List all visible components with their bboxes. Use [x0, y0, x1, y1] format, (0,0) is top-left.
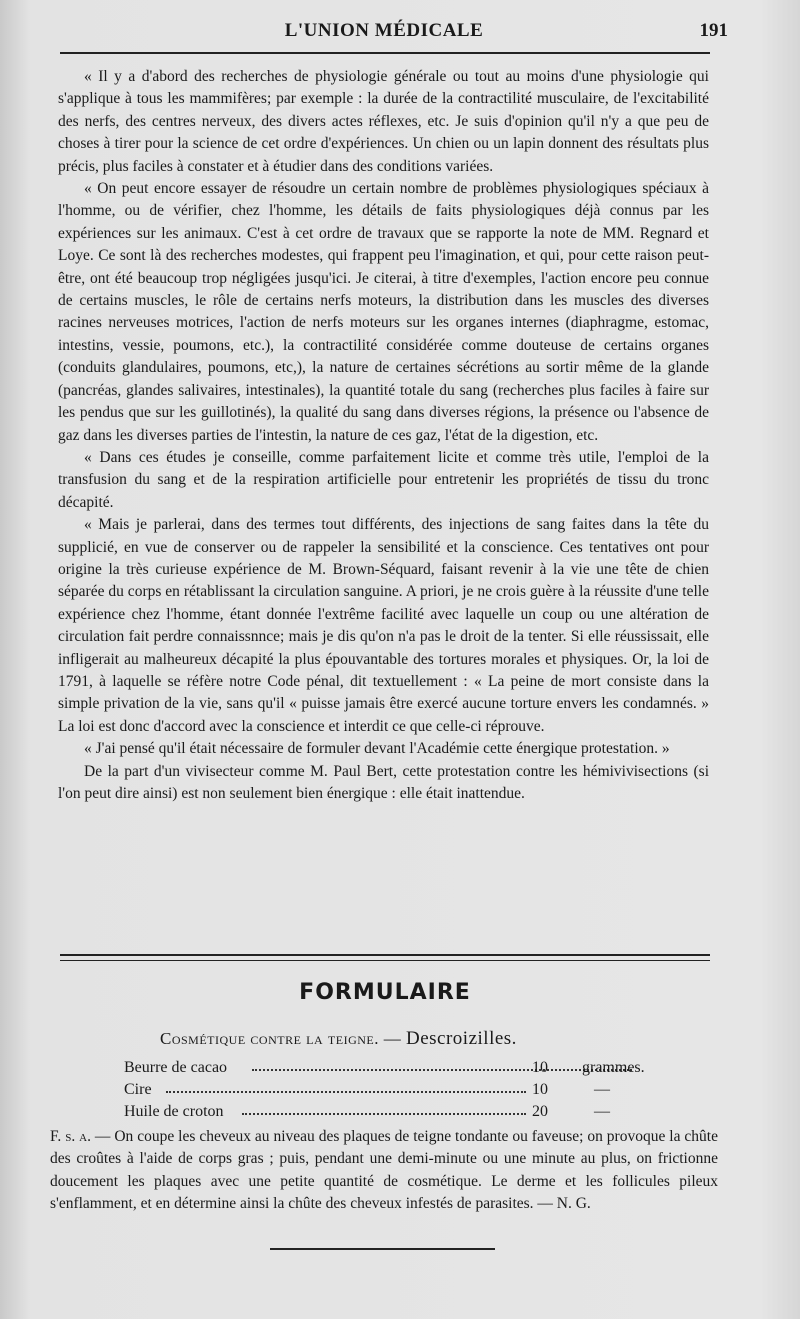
instructions-lead: F. s. a.: [50, 1128, 91, 1145]
ingredient-unit: —: [594, 1081, 610, 1098]
paragraph: « Il y a d'abord des recherches de physiologie générale ou tout au moins d'une physiologie qui s'applique à tous les mammifères; par exemple : la durée de la contractilité musculaire, de l'excitabilité des nerfs, des centres nerveux, des divers actes réflexes, etc. Je suis d'opinion qu'il n'y a que peu de choses à tirer pour la science de cet ordre d'expériences. Un chien ou un lapin donnent des résultats plus précis, plus faciles à constater et à étudier dans des conditions variées.: [58, 68, 709, 175]
paragraph: « Mais je parlerai, dans des termes tout différents, des injections de sang faites dans la tête du supplicié, en vue de conserver ou de rappeler la sensibilité et la conscience. Ces tentatives ont pour origine la très curieuse expérience de M. Brown-Séquard, faisant revenir à la vie une tête de chien séparée du corps en rétablissant la circulation sanguine. A priori, je ne crois guère à la réussite d'une telle expérience chez l'homme, étant donnée l'extrême facilité avec laquelle un coup ou une altération de circulation fait perdre connaissnnce; mais je dis qu'on n'a pas le droit de la tenter. Si elle réussissait, elle infligerait au malheureux décapité la plus épouvantable des tortures morales et physiques. Or, la loi de 1791, à laquelle se réfère notre Code pénal, dit textuellement : « La peine de mort consiste dans la simple privation de la vie, sans qu'il « puisse jamais être exercé aucune torture envers les condamnés. » La loi est donc d'accord avec la conscience et interdit ce que celle-ci réprouve.: [58, 516, 709, 735]
paragraph: « J'ai pensé qu'il était nécessaire de formuler devant l'Académie cette énergique protestation. »: [84, 740, 670, 758]
ingredient-list: [124, 1057, 684, 1123]
ingredient-unit: —: [594, 1103, 610, 1120]
ingredient-row: [124, 1057, 684, 1079]
ingredient-quantity: 10: [532, 1081, 548, 1098]
formula-instructions: [50, 1126, 718, 1216]
formula-author: Descroizilles.: [405, 1028, 517, 1049]
end-rule: [270, 1248, 495, 1250]
instructions-text: — On coupe les cheveux au niveau des plaques de teigne tondante ou faveuse; on provoque la chûte des croûtes à l'aide de corps gras ; puis, pendant une demi-minute ou une minute au plus, on frictionne doucement les plaques avec une petite quantité de cosmétique. Le derme et les follicules pileux s'enflamment, et en détermine ainsi la chûte des cheveux infestés de parasites. — N. G.: [50, 1128, 718, 1213]
ingredient-unit: grammes.: [582, 1059, 645, 1076]
leader-dots: [166, 1091, 526, 1093]
running-title: L'UNION MÉDICALE: [284, 20, 484, 41]
section-divider: [60, 954, 710, 961]
paragraph: « On peut encore essayer de résoudre un certain nombre de problèmes physiologiques spéciaux à l'homme, ou de vérifier, chez l'homme, les détails de faits physiologiques déjà connus par les expériences sur les animaux. C'est à cet ordre de travaux que se rapporte la note de MM. Regnard et Loye. Ce sont là des recherches modestes, qui frappent peu l'imagination, et qui, pour cette raison peut-être, ont été beaucoup trop négligées jusqu'ici. Je citerai, à titre d'exemples, l'action encore peu connue de certains muscles, le rôle de certains nerfs moteurs, la distribution dans les muscles des diverses racines nerveuses motrices, l'action de nerfs moteurs sur les organes internes (diaphragme, estomac, intestins, vessie, poumons, etc.), la contractilité considérée comme douteuse de certains organes (conduits glandulaires, poumons, etc,), la nature de certaines sécrétions au sortir même de la glande (pancréas, glandes salivaires, intestinales), la quantité totale du sang (recherches plus faciles à faire sur les pendus que sur les guillotinés), la qualité du sang dans diverses régions, la présence ou l'absence de gaz dans les diverses parties de l'intestin, la nature de ces gaz, l'état de la digestion, etc.: [58, 180, 709, 444]
page-header: [60, 20, 728, 50]
ingredient-row: [124, 1079, 684, 1101]
formula-name: Cosmétique contre la teigne. —: [160, 1029, 402, 1048]
leader-dots: [252, 1069, 632, 1071]
formula-title: [160, 1028, 517, 1050]
section-title: FORMULAIRE: [299, 980, 471, 1005]
ingredient-name: Huile de croton: [124, 1103, 224, 1120]
paragraph: De la part d'un vivisecteur comme M. Paul Bert, cette protestation contre les hémivivisections (si l'on peut dire ainsi) est non seulement bien énergique : elle était inattendue.: [58, 762, 709, 802]
ingredient-quantity: 10: [532, 1059, 548, 1076]
paragraph: « Dans ces études je conseille, comme parfaitement licite et comme très utile, l'emploi de la transfusion du sang et de la respiration artificielle pour entretenir les propriétés de tissu du tronc décapité.: [58, 448, 709, 511]
leader-dots: [242, 1113, 526, 1115]
ingredient-name: Cire: [124, 1081, 152, 1098]
ingredient-quantity: 20: [532, 1103, 548, 1120]
page-number: 191: [699, 20, 728, 41]
ingredient-name: Beurre de cacao: [124, 1059, 228, 1076]
article-body: [58, 66, 709, 805]
header-rule: [60, 52, 710, 54]
ingredient-row: [124, 1101, 684, 1123]
